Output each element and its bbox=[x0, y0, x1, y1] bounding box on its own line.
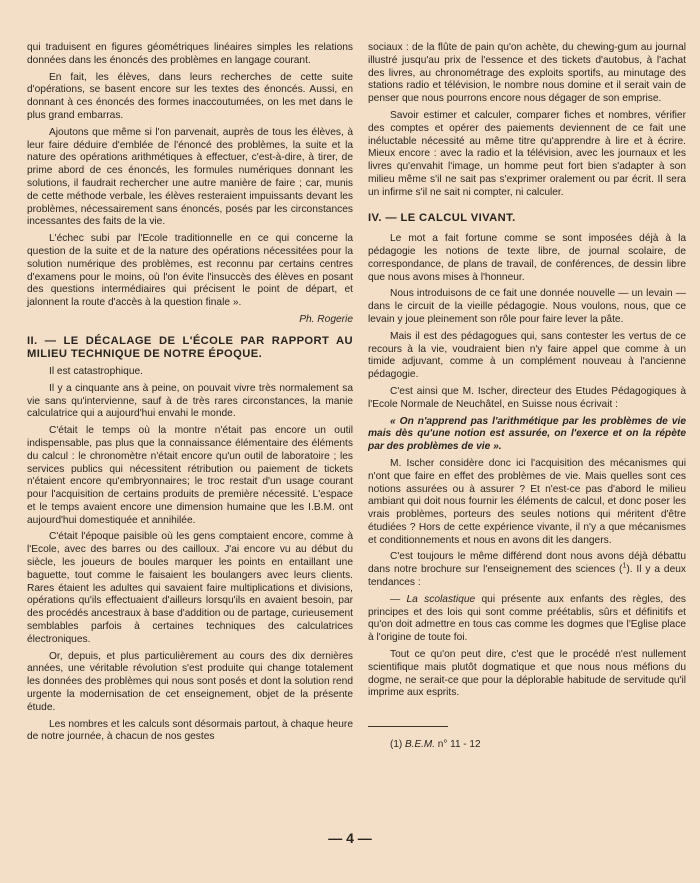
footnote bbox=[368, 739, 686, 752]
paragraph: C'était l'époque paisible où les gens comptaient encore, comme à l'Ecole, avec des barres ou des cailloux. J'ai encore vu au début du siècle, les joueurs de boules marquer les points en entaillant une baguette, tout comme le faisaient les boulangers avec leurs clients. Rares étaient les adultes qui savaient faire multiplications et divisions, opérations qu'ils effectuaient d'ailleurs lorsqu'ils en avaient besoin, par des procédés ancestraux à base d'addition ou de partage, curieusement semblables parfois à certaines techniques des calculatrices électroniques. bbox=[27, 531, 353, 645]
text: n° 11 - 12 bbox=[435, 739, 481, 751]
text: qui présente aux enfants des règles, des principes et des lois qui sont comme préétablis, sûrs et définitifs et qu'on doit admettre en tous cas comme les dogmes que l'Eglise place à l'origine de toute foi. bbox=[368, 593, 686, 644]
paragraph: C'est ainsi que M. Ischer, directeur des Etudes Pédagogiques à l'Ecole Normale de Neuchâtel, en Suisse nous écrivait : bbox=[368, 385, 686, 410]
paragraph: Il est catastrophique. bbox=[49, 365, 144, 377]
section-heading-iv: IV. — LE CALCUL VIVANT. bbox=[368, 211, 516, 224]
left-column bbox=[27, 42, 353, 748]
paragraph: En fait, les élèves, dans leurs recherches de cette suite d'opérations, se basent encore sur les textes des énoncés. Aussi, en donnant à ces énoncés des formes inaccoutumées, on les met dans le plus grand embarras. bbox=[27, 71, 353, 121]
text: C'est toujours le même différend dont nous avons déjà débattu dans notre brochure sur l'enseignement des sciences ( bbox=[368, 551, 686, 576]
text: ). Il y a deux tendances : bbox=[368, 564, 686, 589]
footnote-divider bbox=[368, 726, 448, 727]
paragraph: Or, depuis, et plus particulièrement au cours des dix dernières années, une véritable révolution s'est produite qui change totalement les données des problèmes qui nous sont posés et dont la solution rend urgente la modernisation de cet enseignement, objet de la présente étude. bbox=[27, 650, 353, 713]
paragraph: Ajoutons que même si l'on parvenait, auprès de tous les élèves, à leur faire déduire d'emblée de l'énoncé des problèmes, la suite et la nature des opérations arithmétiques à effectuer, c'est-à-dire, à tirer, de prime abord de ces énoncés, les formules numériques donnant les solutions, il faudrait rechercher une autre manière de faire ; car, munis de cette méthode verbale, les élèves resteraient impuissants devant les problèmes, nécessairement sans énoncés, posés par les circonstances incessantes des faits de la vie. bbox=[27, 126, 353, 228]
paragraph: M. Ischer considère donc ici l'acquisition des mécanismes qui n'ont que faire en effet des problèmes de vie. Mais quelles sont ces notions assurées ou à assurer ? Et n'est-ce pas d'abord le milieu ambiant qui doit nous fournir les éléments de calcul, et donc poser les vrais problèmes, porteurs des seules notions qui méritent d'être étudiées ? Hors de cette expérience vivante, il n'y a que mécanismes et conditionnements et nous en avons dit les dangers. bbox=[368, 457, 686, 546]
paragraph bbox=[368, 551, 686, 589]
paragraph: Il y a cinquante ans à peine, on pouvait vivre très normalement sa vie sans qu'intervienne, sauf à de très rares circonstances, la manie calculatrice qui a aujourd'hui envahi le monde. bbox=[27, 382, 353, 420]
paragraph: Mais il est des pédagogues qui, sans contester les vertus de ce recours à la vie, voudraient bien n'y faire appel que comme à un timide adjuvant, comme à un complément nouveau à l'ancienne pédagogie. bbox=[368, 330, 686, 381]
emphasis: — La scolastique bbox=[390, 593, 476, 605]
section-heading-ii: II. — LE DÉCALAGE DE L'ÉCOLE PAR RAPPORT AU MILIEU TECHNIQUE DE NOTRE ÉPOQUE. bbox=[27, 334, 353, 361]
paragraph: Savoir estimer et calculer, comparer fiches et nombres, vérifier des comptes et opérer des paiements deviennent de ce fait une inéluctable nécessité au même titre qu'apprendre à lire et à écrire. Mieux encore : avec la radio et la télévision, avec les journaux et les livres qu'envahit l'image, un homme peut fort bien s'adapter à son milieu même s'il ne sait pas s'exprimer oralement ou par écrit. Il sera un infirme s'il ne sait ni compter, ni calculer. bbox=[368, 109, 686, 198]
paragraph: Le mot a fait fortune comme se sont imposées déjà à la pédagogie les notions de texte libre, de journal scolaire, de correspondance, de plans de travail, de conférences, de dessin libre que nous avons mises à l'honneur. bbox=[368, 233, 686, 283]
page-number: — 4 — bbox=[328, 830, 372, 846]
paragraph: sociaux : de la flûte de pain qu'on achète, du chewing-gum au journal illustré jusqu'au prix de l'essence et des tickets d'autobus, à l'achat des livres, au chronométrage des exploits sportifs, au minutage des stations radio et télévision, le nombre nous domine et il serait vain de penser que nous pourrons encore nous dégager de son emprise. bbox=[368, 42, 686, 105]
paragraph: qui traduisent en figures géométriques linéaires simples les relations données dans les énoncés des problèmes en langage courant. bbox=[27, 42, 353, 66]
quotation: « On n'apprend pas l'arithmétique par les problèmes de vie mais dès qu'une notion est assurée, on l'exerce et on la répète par des problèmes de vie ». bbox=[368, 415, 686, 453]
emphasis: B.E.M. bbox=[405, 739, 436, 751]
author-signature: Ph. Rogerie bbox=[299, 313, 353, 325]
text: (1) bbox=[390, 739, 405, 751]
right-column bbox=[368, 42, 686, 756]
paragraph: L'échec subi par l'Ecole traditionnelle en ce qui concerne la question de la suite et de la nature des opérations nécessitées pour la solution numérique des problèmes, est reconnu par certains centres d'examens pour le moins, où l'on évite l'insuccès des élèves en posant des questions intermédiaires qui précisent le point de départ, et jalonnent la route d'accès à la question finale ». bbox=[27, 233, 353, 309]
paragraph: Nous introduisons de ce fait une donnée nouvelle — un levain — dans le circuit de la vieille pédagogie. Nous voulons, nous, que ce levain y joue pleinement son rôle pour faire lever la pâte. bbox=[368, 288, 686, 325]
footnote-ref: 1 bbox=[622, 562, 627, 570]
paragraph: Les nombres et les calculs sont désormais partout, à chaque heure de notre journée, à chacun de nos gestes bbox=[27, 718, 353, 743]
paragraph: Tout ce qu'on peut dire, c'est que le procédé n'est nullement scientifique mais plutôt dogmatique et que nous nous méfions du dogme, ne serait-ce que pour la déplorable habitude de servitude qu'il imprime aux esprits. bbox=[368, 649, 686, 699]
paragraph bbox=[368, 594, 686, 645]
paragraph: C'était le temps où la montre n'était pas encore un outil indispensable, pas plus que la connaissance élémentaire des éléments du calcul : le chronomètre n'était encore qu'un outil de laboratoire ; les services publics qui nécessitent rétribution ou paiement de tickets n'étaient encore qu'embryonnaires; le troc restait d'un usage courant pour l'acquisition de certains produits de première nécessité. L'espace et le temps avaient encore une dimension humaine que les I.B.M. ont aujourd'hui domestiquée et annihilée. bbox=[27, 425, 353, 526]
